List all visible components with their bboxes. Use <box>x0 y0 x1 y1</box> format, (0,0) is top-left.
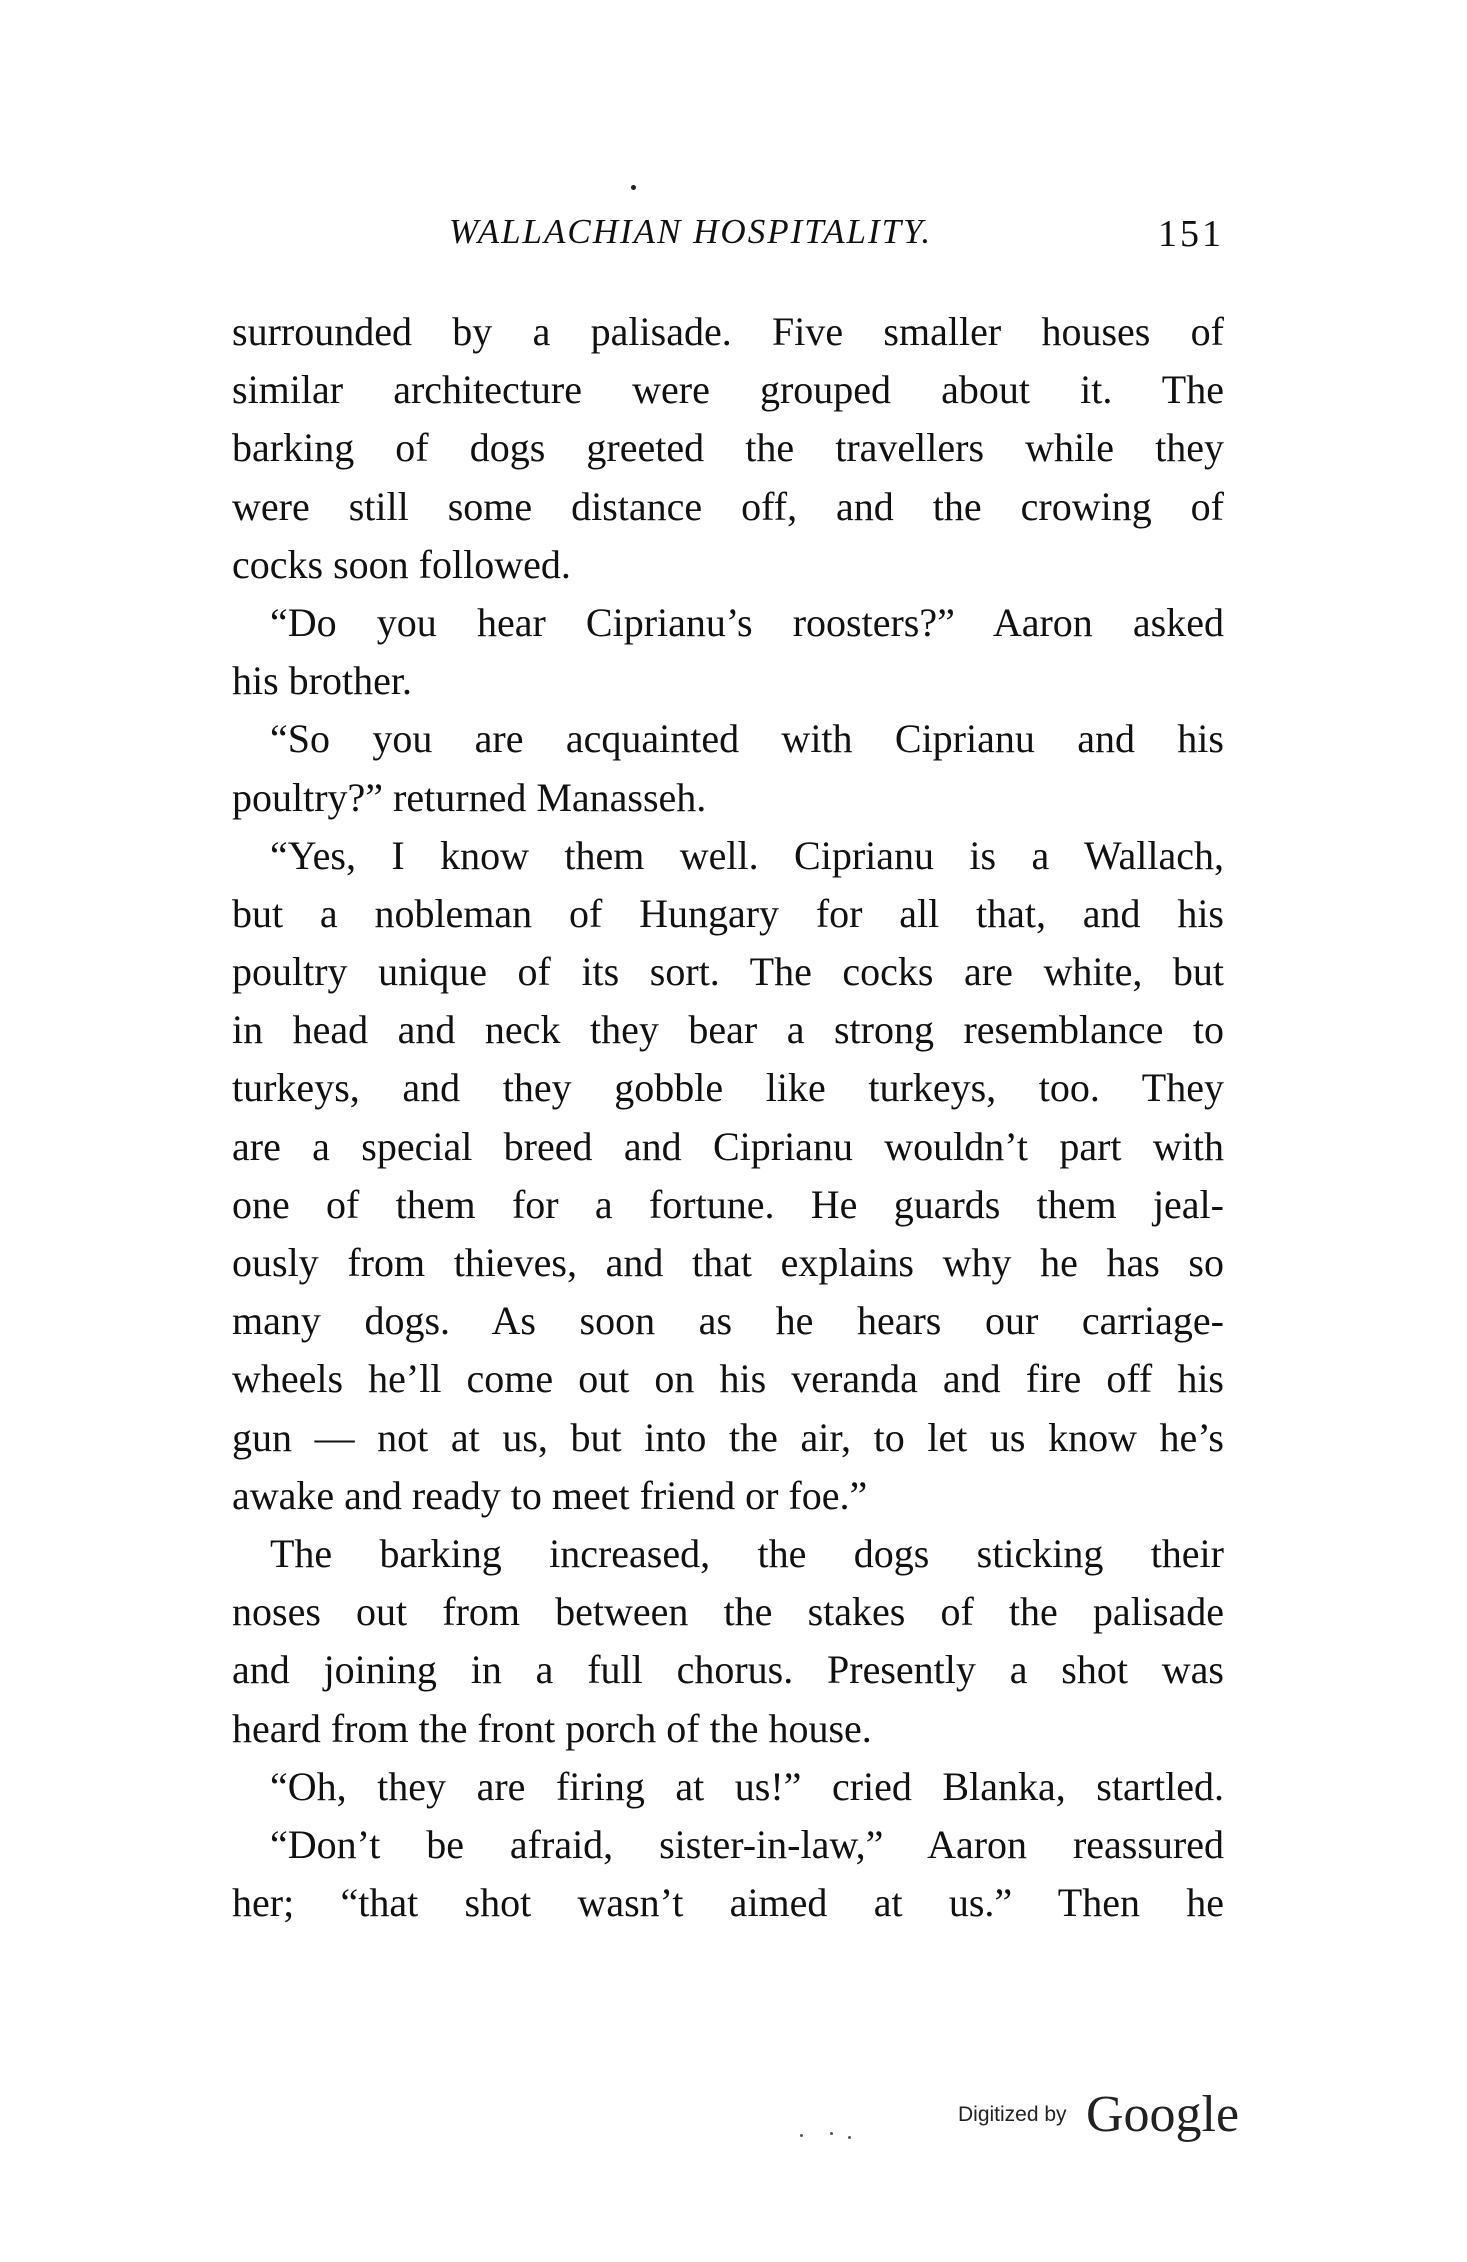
text-line: noses out from between the stakes of the palisade <box>232 1589 1224 1635</box>
text-line: were still some distance off, and the crowing of <box>232 483 1224 529</box>
text-line: “Yes, I know them well. Ciprianu is a Wallach, <box>270 832 1224 878</box>
text-line: “Don’t be afraid, sister-in-law,” Aaron reassured <box>270 1821 1224 1867</box>
text-line: and joining in a full chorus. Presently a shot was <box>232 1647 1224 1693</box>
text-line: “So you are acquainted with Ciprianu and his <box>270 716 1224 762</box>
running-head <box>232 212 1224 262</box>
text-line: cocks soon followed. <box>232 541 571 587</box>
digitized-label: Digitized by <box>958 2103 1067 2126</box>
text-line: “Do you hear Ciprianu’s roosters?” Aaron asked <box>270 599 1224 645</box>
text-line: in head and neck they bear a strong resemblance to <box>232 1007 1224 1053</box>
text-line: turkeys, and they gobble like turkeys, too. They <box>232 1065 1224 1111</box>
text-line: barking of dogs greeted the travellers while they <box>232 425 1224 471</box>
text-line: “Oh, they are firing at us!” cried Blanka, startled. <box>270 1763 1224 1809</box>
text-line: his brother. <box>232 658 412 704</box>
text-line: awake and ready to meet friend or foe.” <box>232 1472 868 1518</box>
text-line: but a nobleman of Hungary for all that, and his <box>232 890 1224 936</box>
text-line: wheels he’ll come out on his veranda and fire off his <box>232 1356 1224 1402</box>
text-line: The barking increased, the dogs sticking their <box>270 1530 1224 1576</box>
body-text <box>232 303 1224 1932</box>
running-title: WALLACHIAN HOSPITALITY. <box>449 212 933 251</box>
text-line: heard from the front porch of the house. <box>232 1705 872 1751</box>
text-line: many dogs. As soon as he hears our carriage- <box>232 1298 1224 1344</box>
text-line: gun — not at us, but into the air, to let us know he’s <box>232 1414 1224 1460</box>
text-line: poultry?” returned Manasseh. <box>232 774 707 820</box>
page-number: 151 <box>1158 213 1224 255</box>
text-line: her; “that shot wasn’t aimed at us.” Then he <box>232 1880 1224 1926</box>
text-line: poultry unique of its sort. The cocks are white, but <box>232 949 1224 995</box>
text-line: are a special breed and Ciprianu wouldn’t part with <box>232 1123 1224 1169</box>
text-line: surrounded by a palisade. Five smaller houses of <box>232 309 1224 354</box>
text-line: similar architecture were grouped about it. The <box>232 367 1224 413</box>
scan-specks <box>800 2130 880 2140</box>
google-logo: Google <box>1086 2086 1240 2143</box>
ink-dot <box>631 185 636 190</box>
digitized-by-google-watermark <box>958 2085 1258 2145</box>
text-line: ously from thieves, and that explains why he has so <box>232 1240 1224 1285</box>
text-line: one of them for a fortune. He guards them jeal- <box>232 1181 1224 1227</box>
